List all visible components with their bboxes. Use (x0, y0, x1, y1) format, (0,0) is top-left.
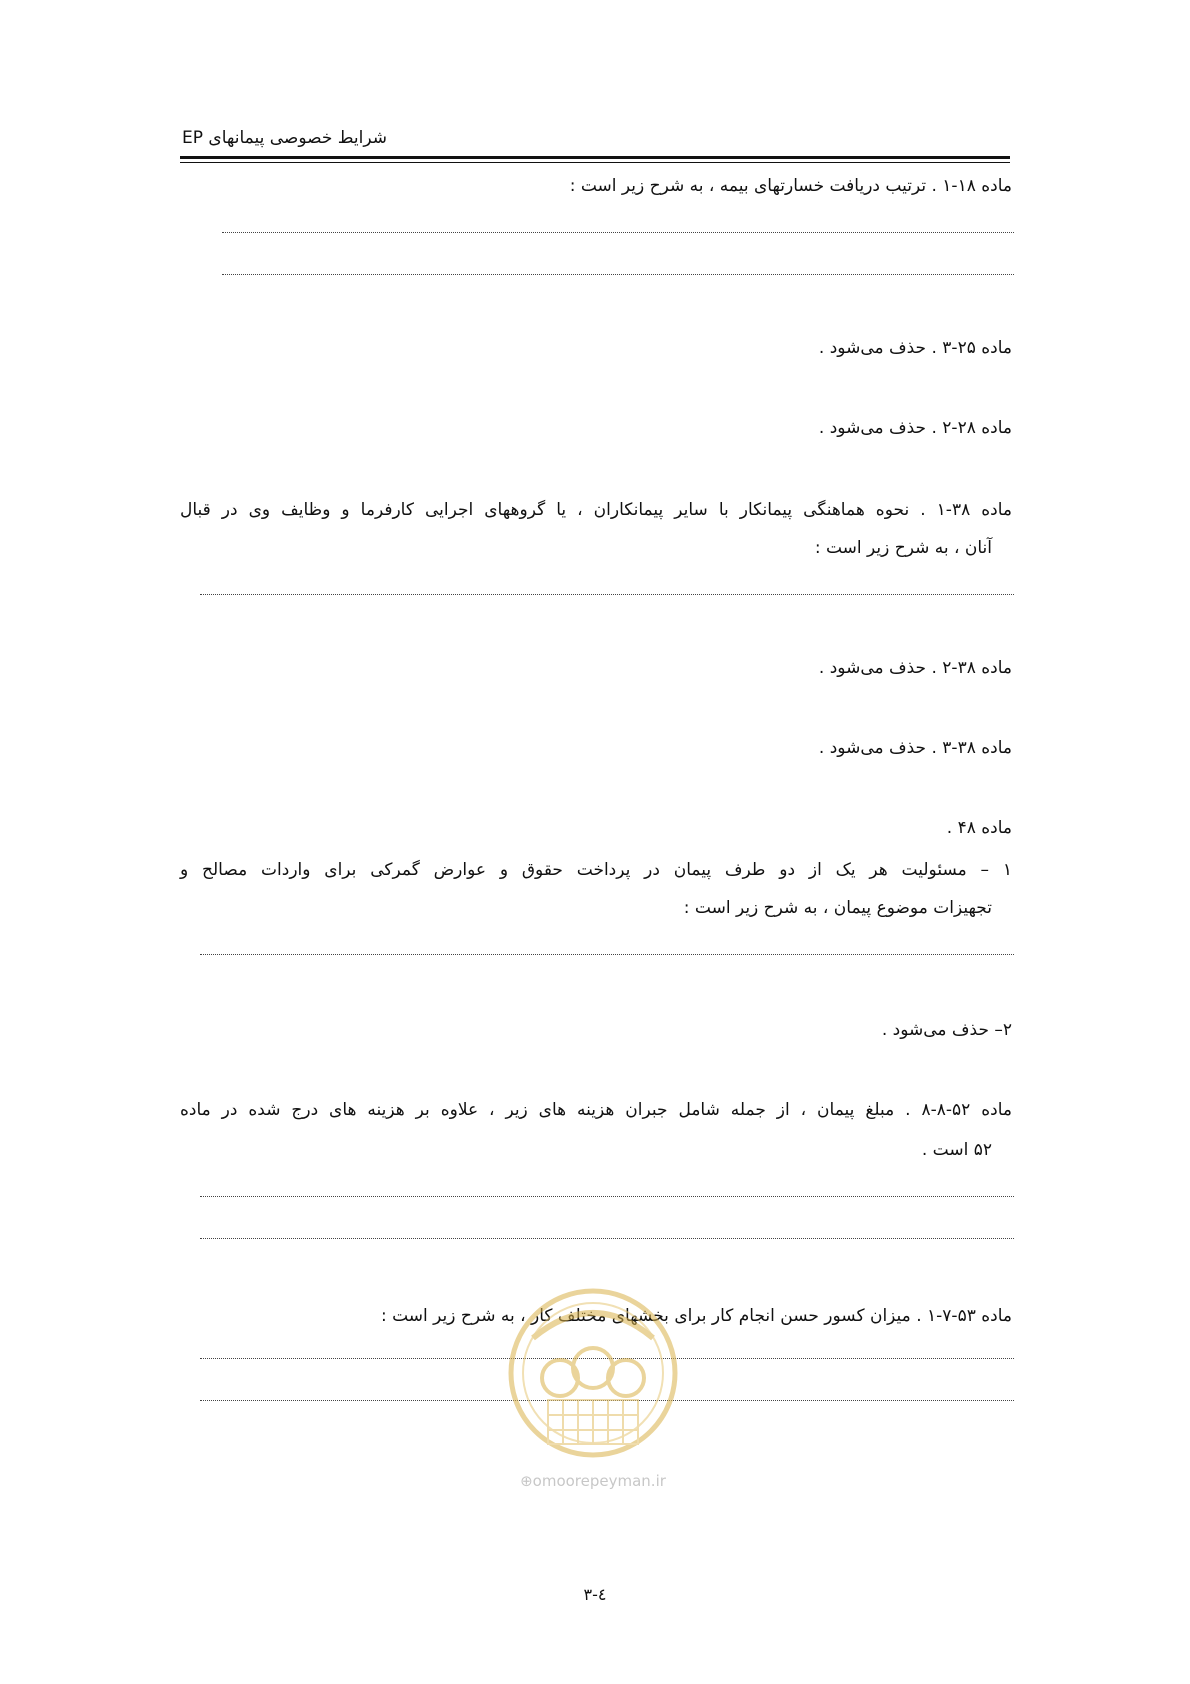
clause-48-1: ۱ – مسئولیت هر یک از دو طرف پیمان در پرداخت حقوق و عوارض گمرکی برای واردات مصالح و (180, 860, 1012, 880)
watermark-logo (488, 1278, 698, 1508)
clause-38-3: ماده ۳۸-۳ . حذف می‌شود . (818, 738, 1012, 758)
clause-38-1: ماده ۳۸-۱ . نحوه هماهنگی پیمانکار با سایر پیمانکاران ، یا گروههای اجرایی کارفرما و وظایف وی در قبال (180, 500, 1012, 520)
header-rule-thin (180, 162, 1010, 163)
clause-25-3: ماده ۲۵-۳ . حذف می‌شود . (818, 338, 1012, 358)
clause-38-2: ماده ۳۸-۲ . حذف می‌شود . (818, 658, 1012, 678)
clause-48: ماده ۴۸ . (946, 818, 1012, 838)
clause-48-2: ۲– حذف می‌شود . (881, 1020, 1012, 1040)
fill-line (200, 954, 1014, 955)
header-rule (180, 156, 1010, 159)
fill-line (222, 274, 1014, 275)
clause-28-2: ماده ۲۸-۲ . حذف می‌شود . (818, 418, 1012, 438)
globe-icon: ⊕ (520, 1472, 533, 1490)
clause-52-8-8-cont: ۵۲ است . (921, 1140, 992, 1160)
clause-48-1-cont: تجهیزات موضوع پیمان ، به شرح زیر است : (683, 898, 992, 918)
watermark-url: ⊕omoorepeyman.ir (520, 1472, 666, 1490)
fill-line (222, 232, 1014, 233)
clause-38-1-cont: آنان ، به شرح زیر است : (814, 538, 992, 558)
page-number: ۳-٤ (583, 1585, 607, 1604)
clause-52-8-8: ماده ۵۲-۸-۸ . مبلغ پیمان ، از جمله شامل جبران هزینه های زیر ، علاوه بر هزینه های درج شده در ماده (180, 1100, 1012, 1120)
clause-18-1: ماده ۱۸-۱ . ترتیب دریافت خسارتهای بیمه ، به شرح زیر است : (569, 176, 1012, 196)
fill-line (200, 1238, 1014, 1239)
header-title: شرایط خصوصی پیمانهای EP (182, 128, 387, 148)
seal-icon (488, 1278, 698, 1468)
fill-line (200, 1196, 1014, 1197)
fill-line (200, 594, 1014, 595)
clause-53-7-1: ماده ۵۳-۷-۱ . میزان کسور حسن انجام کار برای بخشهای مختلف کار ، به شرح زیر است : (380, 1306, 1012, 1326)
